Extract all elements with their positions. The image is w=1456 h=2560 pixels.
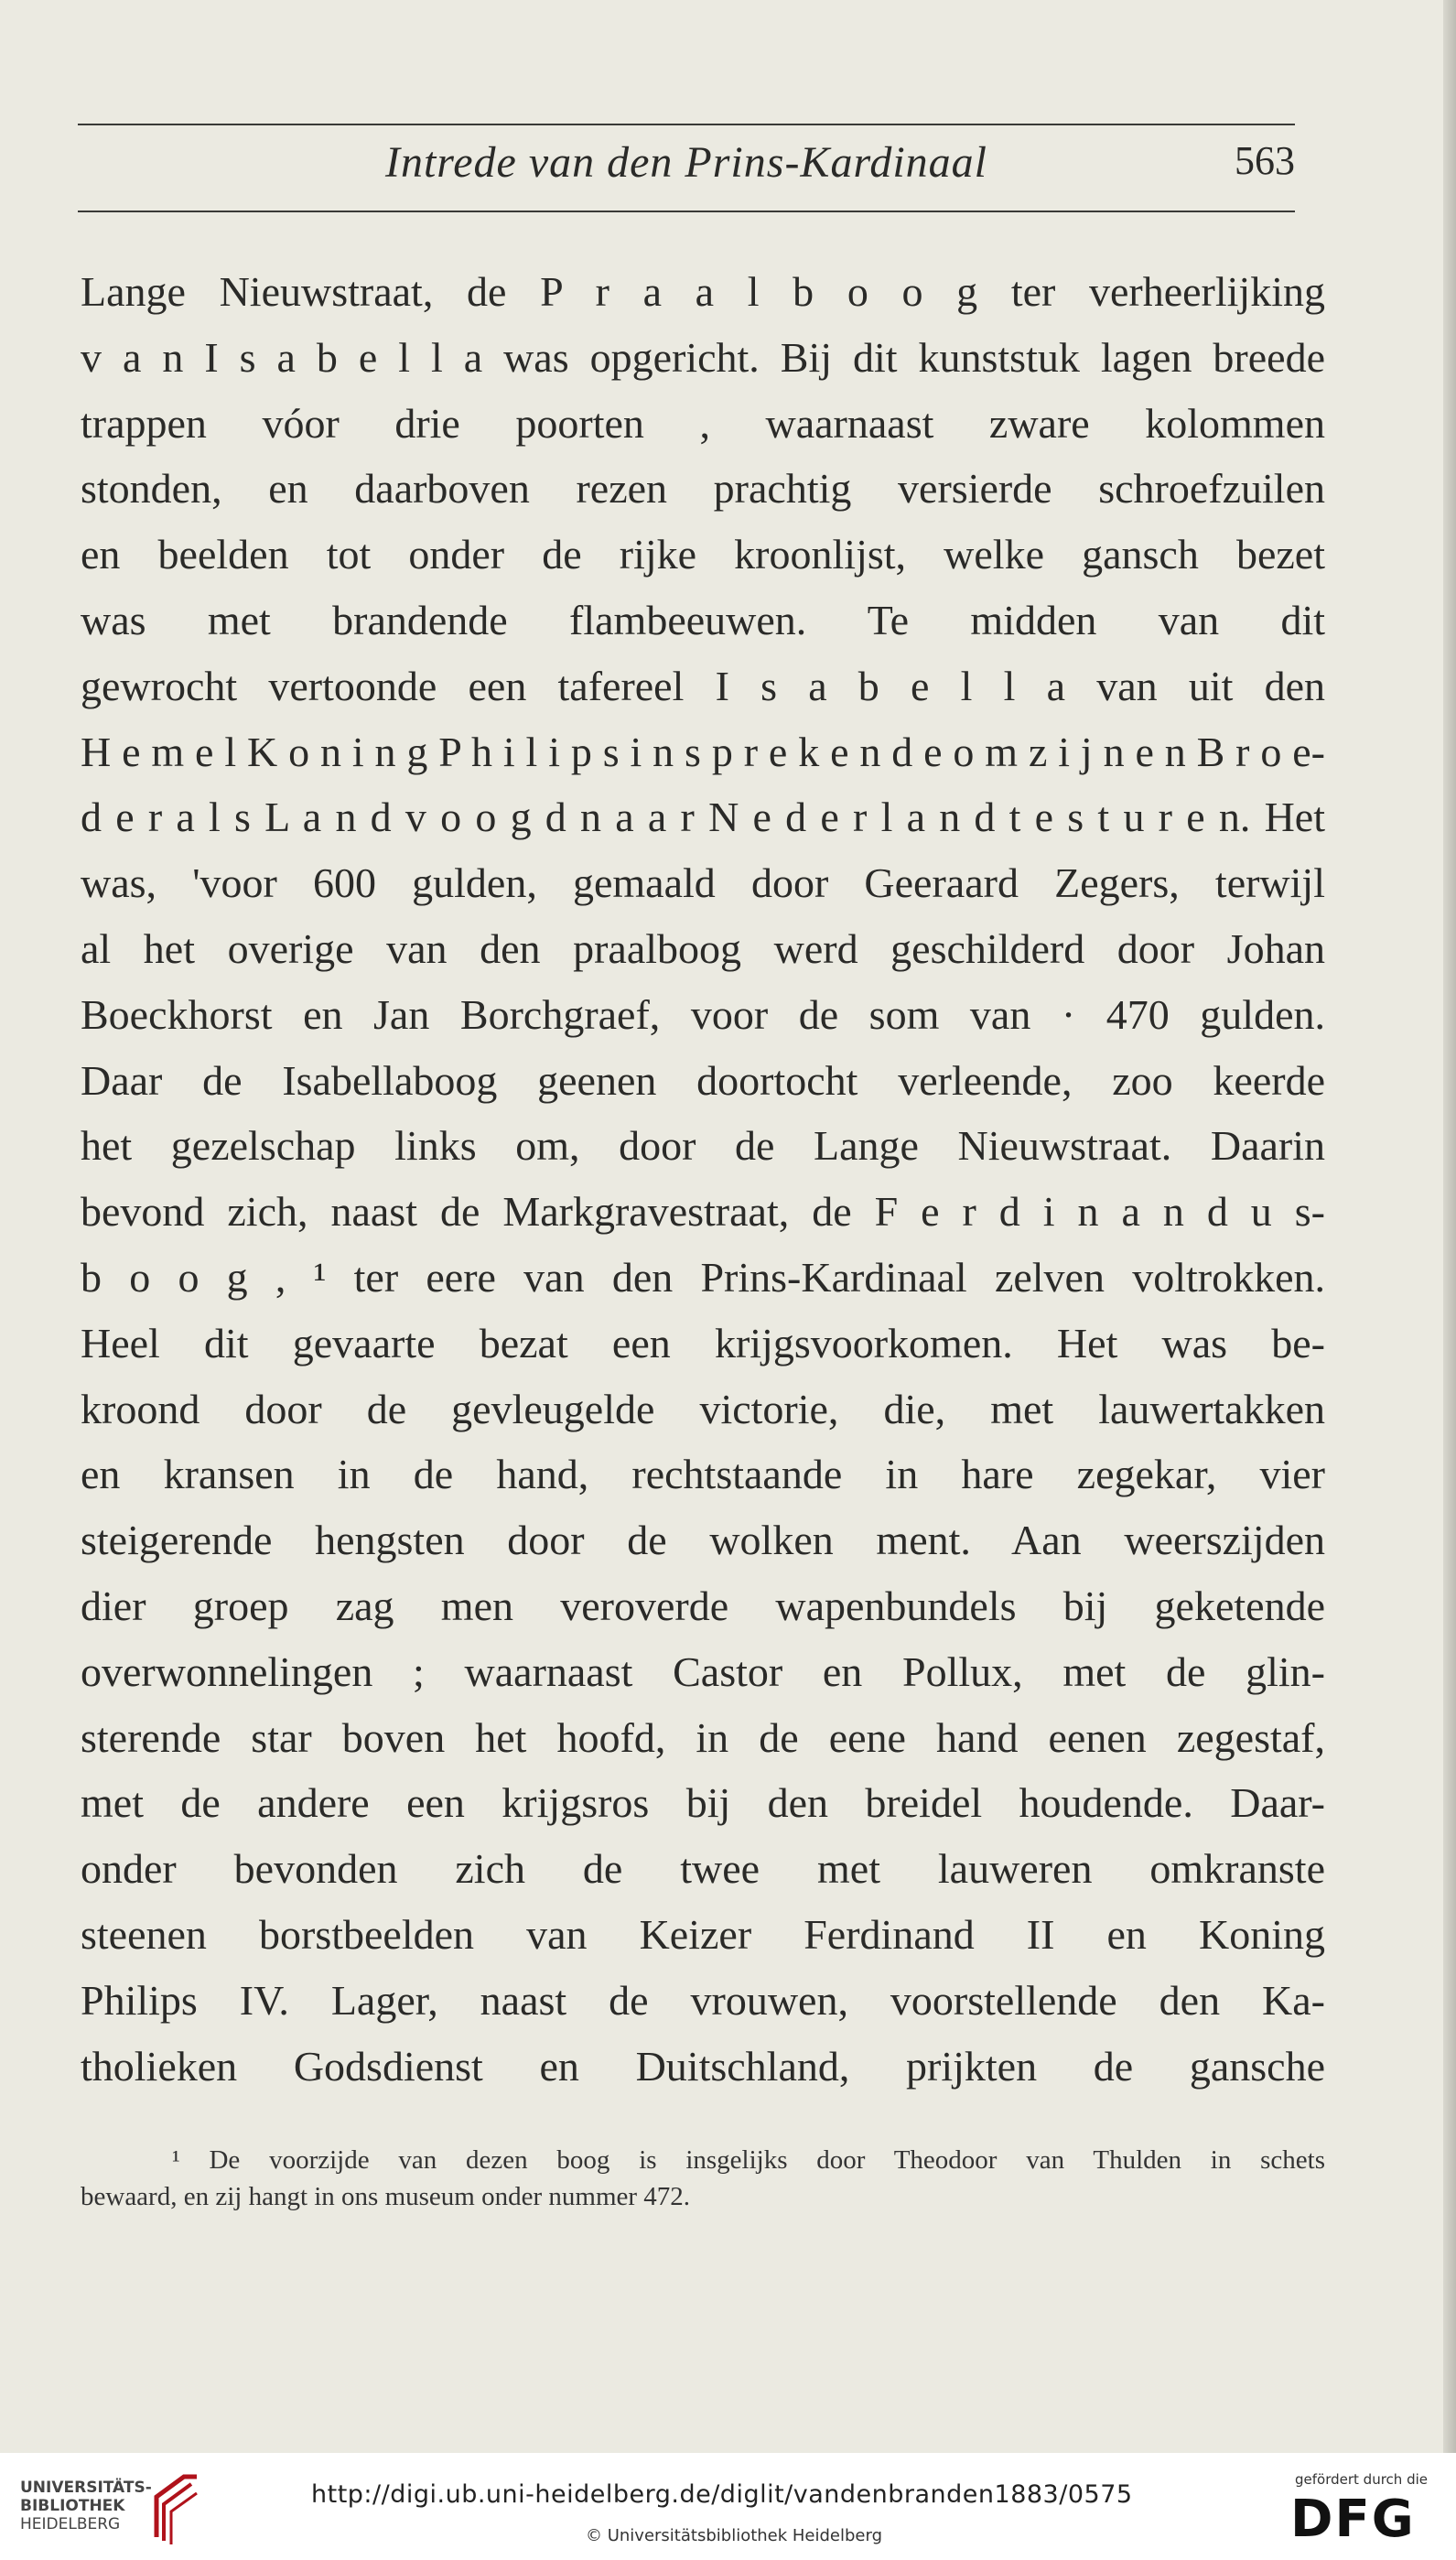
text-line: en beelden tot onder de rijke kroonlijst, welke gansch bezet xyxy=(81,531,1325,578)
dfg-logo: DFG xyxy=(1290,2490,1416,2549)
text-line: v a n I s a b e l l a was opgericht. Bij dit kunststuk lagen breede xyxy=(81,333,1325,381)
text-line: Heel dit gevaarte bezat een krijgsvoorkomen. Het was be- xyxy=(81,1319,1325,1366)
copyright-notice: © Universitätsbibliothek Heidelberg xyxy=(586,2526,883,2545)
text-line: Boeckhorst en Jan Borchgraef, voor de som van · 470 gulden. xyxy=(81,990,1325,1038)
running-head xyxy=(78,137,1295,201)
text-line: sterende star boven het hoofd, in de eene hand eenen zegestaf, xyxy=(81,1713,1325,1761)
text-line: het gezelschap links om, door de Lange Nieuwstraat. Daarin xyxy=(81,1122,1325,1170)
text-line: en kransen in de hand, rechtstaande in hare zegekar, vier xyxy=(81,1451,1325,1498)
text-line: d e r a l s L a n d v o o g d n a a r N e d e r l a n d t e s t u r e n. Het xyxy=(81,794,1325,841)
text-line: b o o g , ¹ ter eere van den Prins-Kardinaal zelven voltrokken. xyxy=(81,1253,1325,1301)
library-logo-text xyxy=(20,2479,152,2533)
text-line: steigerende hengsten door de wolken ment. Aan weerszijden xyxy=(81,1517,1325,1564)
text-line: Lange Nieuwstraat, de P r a a l b o o g ter verheerlijking xyxy=(81,268,1325,315)
page-edge-shadow xyxy=(1443,0,1456,2453)
text-line: stonden, en daarboven rezen prachtig versierde schroefzuilen xyxy=(81,465,1325,513)
text-line: tholieken Godsdienst en Duitschland, prijkten de gansche xyxy=(81,2042,1325,2090)
footnote xyxy=(81,2142,1325,2215)
header-rule-top xyxy=(78,124,1295,125)
text-line: dier groep zag men veroverde wapenbundels bij geketende xyxy=(81,1582,1325,1629)
text-line: Philips IV. Lager, naast de vrouwen, voorstellende den Ka- xyxy=(81,1976,1325,2024)
text-line: overwonnelingen ; waarnaast Castor en Pollux, met de glin- xyxy=(81,1647,1325,1695)
library-name-line: UNIVERSITÄTS- xyxy=(20,2479,152,2497)
text-line: bevond zich, naast de Markgravestraat, de F e r d i n a n d u s- xyxy=(81,1188,1325,1236)
library-name-line: BIBLIOTHEK xyxy=(20,2497,125,2515)
text-line: was met brandende flambeeuwen. Te midden van dit xyxy=(81,596,1325,643)
funder-label: gefördert durch die xyxy=(1295,2471,1428,2488)
text-line: gewrocht vertoonde een tafereel I s a b e l l a van uit den xyxy=(81,662,1325,709)
digitization-footer xyxy=(0,2453,1456,2560)
document-url-link[interactable]: http://digi.ub.uni-heidelberg.de/diglit/vandenbranden1883/0575 xyxy=(311,2480,1133,2509)
text-line: onder bevonden zich de twee met lauweren omkranste xyxy=(81,1845,1325,1893)
text-line: met de andere een krijgsros bij den breidel houdende. Daar- xyxy=(81,1779,1325,1827)
text-line: Daar de Isabellaboog geenen doortocht verleende, zoo keerde xyxy=(81,1056,1325,1104)
library-logo-icon xyxy=(151,2469,202,2546)
page-number: 563 xyxy=(1235,138,1295,183)
running-head-title: Intrede van den Prins-Kardinaal xyxy=(384,138,988,187)
footnote-line: ¹ De voorzijde van dezen boog is insgelijks door Theodoor van Thulden in schets xyxy=(172,2145,1325,2175)
header-rule-bottom xyxy=(78,211,1295,212)
library-name-line: HEIDELBERG xyxy=(20,2515,121,2533)
text-line: H e m e l K o n i n g P h i l i p s i n s p r e k e n d e o m z i j n e n B r o e- xyxy=(81,728,1325,775)
footnote-line: bewaard, en zij hangt in ons museum onder nummer 472. xyxy=(81,2182,691,2211)
text-line: was, 'voor 600 gulden, gemaald door Geeraard Zegers, terwijl xyxy=(81,859,1325,907)
text-line: steenen borstbeelden van Keizer Ferdinand II en Koning xyxy=(81,1910,1325,1958)
text-line: kroond door de gevleugelde victorie, die, met lauwertakken xyxy=(81,1385,1325,1432)
text-line: al het overige van den praalboog werd geschilderd door Johan xyxy=(81,924,1325,972)
text-line: trappen vóor drie poorten , waarnaast zware kolommen xyxy=(81,399,1325,447)
body-text xyxy=(81,259,1325,2099)
